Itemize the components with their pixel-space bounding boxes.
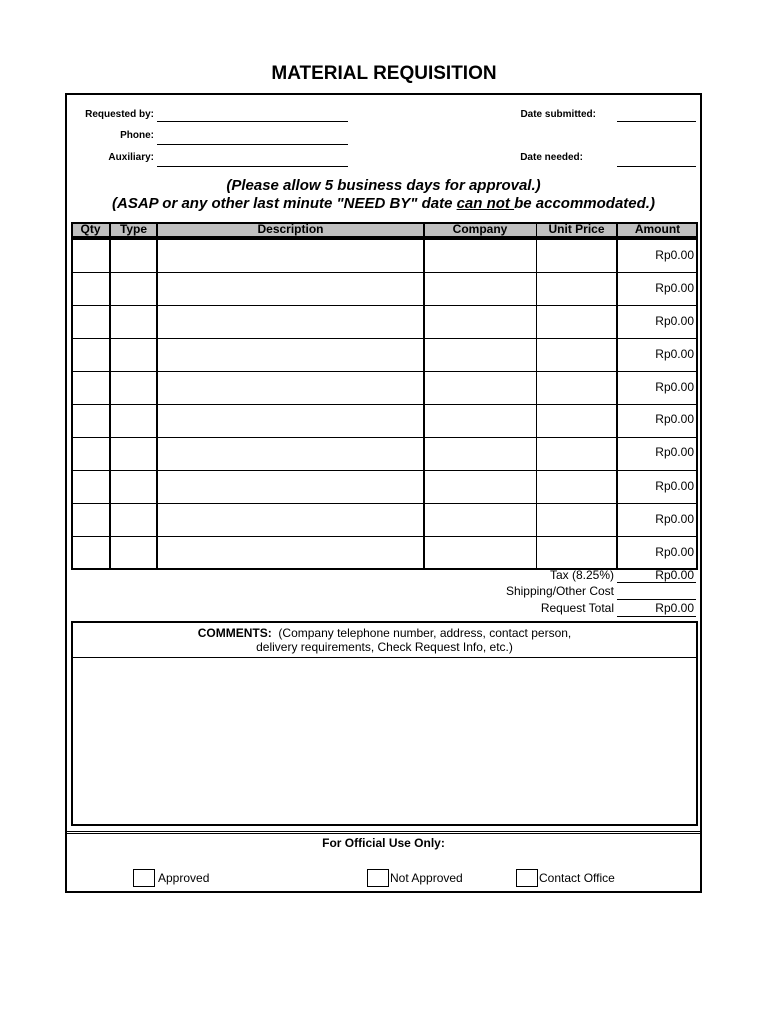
column-divider	[156, 222, 158, 570]
official-divider	[66, 831, 701, 834]
tax-value: Rp0.00	[655, 568, 694, 582]
approved-checkbox[interactable]	[133, 869, 155, 887]
auxiliary-field[interactable]	[157, 166, 348, 167]
phone-field[interactable]	[157, 144, 348, 145]
date-needed-label: Date needed:	[520, 152, 583, 163]
header-amount: Amount	[634, 222, 681, 236]
phone-label: Phone:	[120, 130, 154, 141]
row-amount: Rp0.00	[655, 412, 694, 426]
auxiliary-label: Auxiliary:	[108, 152, 154, 163]
row-divider	[71, 437, 698, 438]
row-amount: Rp0.00	[655, 380, 694, 394]
date-needed-field[interactable]	[617, 166, 696, 167]
comments-label: COMMENTS:	[197, 626, 272, 640]
row-divider	[71, 371, 698, 372]
tax-label: Tax (8.25%)	[549, 568, 614, 582]
approval-notice: (Please allow 5 business days for approval.)	[226, 177, 541, 194]
row-amount: Rp0.00	[655, 479, 694, 493]
requested-by-label: Requested by:	[85, 109, 154, 120]
official-use-heading: For Official Use Only:	[322, 836, 445, 850]
request-total-value: Rp0.00	[655, 601, 694, 615]
contact-office-checkbox[interactable]	[516, 869, 538, 887]
row-divider	[71, 404, 698, 405]
row-amount: Rp0.00	[655, 445, 694, 459]
row-amount: Rp0.00	[655, 314, 694, 328]
row-divider	[71, 238, 698, 240]
page-title: MATERIAL REQUISITION	[271, 63, 497, 84]
row-amount: Rp0.00	[655, 512, 694, 526]
row-divider	[71, 503, 698, 504]
header-unit-price: Unit Price	[548, 222, 605, 236]
comments-hint: COMMENTS: (Company telephone number, address, contact person,	[197, 626, 572, 640]
tax-underline	[617, 582, 696, 583]
requested-by-field[interactable]	[157, 121, 348, 122]
row-divider	[71, 338, 698, 339]
shipping-label: Shipping/Other Cost	[505, 584, 614, 598]
row-amount: Rp0.00	[655, 281, 694, 295]
row-amount: Rp0.00	[655, 347, 694, 361]
row-divider	[71, 536, 698, 537]
row-amount: Rp0.00	[655, 248, 694, 262]
header-description: Description	[257, 222, 324, 236]
column-divider	[109, 222, 111, 570]
request-total-label: Request Total	[540, 601, 614, 615]
row-amount: Rp0.00	[655, 545, 694, 559]
shipping-underline	[617, 599, 696, 600]
not-approved-checkbox[interactable]	[367, 869, 389, 887]
date-submitted-label: Date submitted:	[520, 109, 596, 120]
comments-hint-line2: delivery requirements, Check Request Info, etc.)	[256, 640, 513, 654]
column-divider	[423, 222, 425, 570]
request-total-underline	[617, 616, 696, 617]
column-divider	[536, 222, 537, 570]
header-qty: Qty	[80, 222, 101, 236]
header-company: Company	[452, 222, 508, 236]
approved-label: Approved	[158, 871, 210, 885]
need-by-notice: (ASAP or any other last minute "NEED BY" date can not be accommodated.)	[112, 195, 655, 212]
not-approved-label: Not Approved	[390, 871, 463, 885]
row-divider	[71, 470, 698, 471]
row-divider	[71, 272, 698, 273]
header-type: Type	[119, 222, 148, 236]
date-submitted-field[interactable]	[617, 121, 696, 122]
contact-office-label: Contact Office	[539, 871, 615, 885]
row-divider	[71, 305, 698, 306]
can-not-emphasis: can not	[456, 195, 515, 212]
